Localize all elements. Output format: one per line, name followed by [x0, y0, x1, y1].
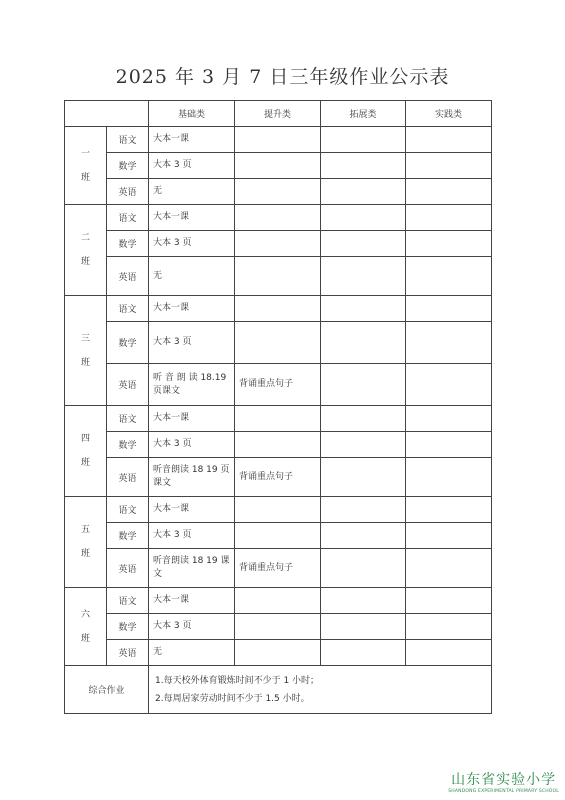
table-row	[65, 588, 492, 614]
improve-cell	[235, 322, 321, 364]
extend-cell	[321, 127, 406, 153]
practice-cell	[406, 231, 492, 257]
basic-cell: 听音朗读 18 19 课文	[149, 549, 235, 588]
practice-cell	[406, 364, 492, 406]
basic-cell: 大本 3 页	[149, 153, 235, 179]
basic-cell: 大本 3 页	[149, 523, 235, 549]
practice-cell	[406, 296, 492, 322]
class-suffix: 班	[80, 172, 90, 183]
basic-cell: 听音朗读 18 19 页课文	[149, 458, 235, 497]
improve-cell	[235, 231, 321, 257]
basic-cell: 无	[149, 179, 235, 205]
basic-cell: 大本一课	[149, 588, 235, 614]
class-name: 五	[80, 525, 90, 535]
table-row	[65, 458, 492, 497]
table-row	[65, 497, 492, 523]
practice-cell	[406, 257, 492, 296]
class-name-cell	[65, 296, 107, 406]
practice-cell	[406, 406, 492, 432]
extend-cell	[321, 497, 406, 523]
class-name: 二	[80, 233, 90, 243]
table-row	[65, 179, 492, 205]
header-corner	[65, 101, 149, 127]
summary-line: 1.每天校外体育锻炼时间不少于 1 小时；	[155, 675, 320, 686]
basic-cell: 大本一课	[149, 127, 235, 153]
page-title: 2025 年 3 月 7 日三年级作业公示表	[115, 66, 450, 88]
class-name-cell	[65, 127, 107, 205]
summary-line: 2.每周居家劳动时间不少于 1.5 小时。	[155, 693, 310, 704]
class-suffix: 班	[80, 458, 90, 468]
basic-cell: 大本一课	[149, 296, 235, 322]
practice-cell	[406, 497, 492, 523]
class-suffix: 班	[80, 633, 90, 644]
header-improve: 提升类	[235, 101, 321, 127]
basic-cell: 无	[149, 640, 235, 666]
practice-cell	[406, 588, 492, 614]
improve-cell	[235, 205, 321, 231]
logo-name-cn: 山东省实验小学	[451, 772, 557, 788]
class-name: 四	[80, 434, 90, 444]
table-row	[65, 205, 492, 231]
summary-row	[65, 666, 492, 714]
table-row	[65, 322, 492, 364]
table-row	[65, 549, 492, 588]
practice-cell	[406, 127, 492, 153]
improve-cell	[235, 127, 321, 153]
basic-cell: 大本 3 页	[149, 322, 235, 364]
improve-cell	[235, 179, 321, 205]
subject-cell: 语文	[107, 127, 149, 153]
improve-cell	[235, 153, 321, 179]
subject-cell: 数学	[107, 614, 149, 640]
subject-cell: 数学	[107, 523, 149, 549]
logo-name-en: SHANDONG EXPERIMENTAL PRIMARY SCHOOL	[448, 789, 559, 794]
class-name: 三	[80, 333, 90, 344]
basic-cell: 大本一课	[149, 406, 235, 432]
basic-cell: 大本一课	[149, 497, 235, 523]
practice-cell	[406, 614, 492, 640]
basic-cell: 无	[149, 257, 235, 296]
table-row	[65, 523, 492, 549]
improve-cell	[235, 406, 321, 432]
extend-cell	[321, 588, 406, 614]
class-name-cell	[65, 406, 107, 497]
class-name: 一	[80, 148, 90, 159]
extend-cell	[321, 205, 406, 231]
extend-cell	[321, 406, 406, 432]
improve-cell: 背诵重点句子	[235, 549, 321, 588]
basic-cell: 大本一课	[149, 205, 235, 231]
practice-cell	[406, 523, 492, 549]
improve-cell	[235, 257, 321, 296]
practice-cell	[406, 205, 492, 231]
practice-cell	[406, 179, 492, 205]
subject-cell: 数学	[107, 231, 149, 257]
header-row	[65, 101, 492, 127]
subject-cell: 英语	[107, 364, 149, 406]
basic-cell: 听 音 朗 读 18.19 页课文	[149, 364, 235, 406]
extend-cell	[321, 179, 406, 205]
subject-cell: 英语	[107, 549, 149, 588]
extend-cell	[321, 432, 406, 458]
header-extend: 拓展类	[321, 101, 406, 127]
practice-cell	[406, 549, 492, 588]
improve-cell: 背诵重点句子	[235, 458, 321, 497]
subject-cell: 数学	[107, 153, 149, 179]
subject-cell: 语文	[107, 296, 149, 322]
class-name-cell	[65, 205, 107, 296]
improve-cell	[235, 640, 321, 666]
table-row	[65, 296, 492, 322]
summary-content	[149, 666, 492, 714]
table-row	[65, 432, 492, 458]
table-row	[65, 231, 492, 257]
improve-cell	[235, 523, 321, 549]
improve-cell	[235, 497, 321, 523]
class-name-cell	[65, 497, 107, 588]
extend-cell	[321, 322, 406, 364]
table-row	[65, 640, 492, 666]
extend-cell	[321, 153, 406, 179]
practice-cell	[406, 458, 492, 497]
class-suffix: 班	[80, 257, 90, 267]
subject-cell: 数学	[107, 322, 149, 364]
table-row	[65, 364, 492, 406]
extend-cell	[321, 549, 406, 588]
improve-cell: 背诵重点句子	[235, 364, 321, 406]
basic-cell: 大本 3 页	[149, 614, 235, 640]
extend-cell	[321, 523, 406, 549]
table-row	[65, 614, 492, 640]
table-row	[65, 406, 492, 432]
extend-cell	[321, 364, 406, 406]
header-practice: 实践类	[406, 101, 492, 127]
extend-cell	[321, 458, 406, 497]
extend-cell	[321, 257, 406, 296]
basic-cell: 大本 3 页	[149, 432, 235, 458]
class-name-cell	[65, 588, 107, 666]
subject-cell: 语文	[107, 205, 149, 231]
extend-cell	[321, 231, 406, 257]
improve-cell	[235, 432, 321, 458]
table-row	[65, 127, 492, 153]
subject-cell: 英语	[107, 257, 149, 296]
improve-cell	[235, 614, 321, 640]
subject-cell: 语文	[107, 588, 149, 614]
header-basic: 基础类	[149, 101, 235, 127]
class-suffix: 班	[80, 357, 90, 368]
extend-cell	[321, 640, 406, 666]
summary-label: 综合作业	[65, 666, 149, 714]
school-logo	[448, 769, 559, 794]
improve-cell	[235, 588, 321, 614]
practice-cell	[406, 153, 492, 179]
class-suffix: 班	[80, 549, 90, 559]
homework-table	[64, 100, 492, 714]
practice-cell	[406, 322, 492, 364]
subject-cell: 英语	[107, 640, 149, 666]
subject-cell: 数学	[107, 432, 149, 458]
subject-cell: 英语	[107, 179, 149, 205]
table-row	[65, 257, 492, 296]
practice-cell	[406, 432, 492, 458]
basic-cell: 大本 3 页	[149, 231, 235, 257]
extend-cell	[321, 614, 406, 640]
improve-cell	[235, 296, 321, 322]
subject-cell: 语文	[107, 406, 149, 432]
extend-cell	[321, 296, 406, 322]
practice-cell	[406, 640, 492, 666]
subject-cell: 语文	[107, 497, 149, 523]
class-name: 六	[80, 609, 90, 620]
subject-cell: 英语	[107, 458, 149, 497]
table-row	[65, 153, 492, 179]
